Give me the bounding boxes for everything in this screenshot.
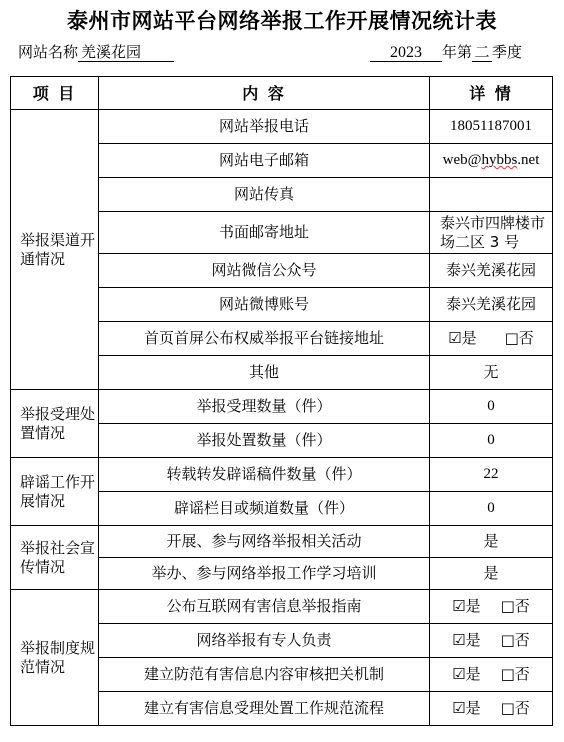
category-publicity: 举报社会宣传情况 bbox=[11, 526, 99, 590]
checkbox-no: □否 bbox=[500, 597, 530, 615]
row-content: 网站举报电话 bbox=[99, 110, 430, 144]
checkbox-no: □否 bbox=[500, 631, 530, 649]
row-checkbox-cell bbox=[430, 692, 553, 726]
row-content: 建立有害信息受理处置工作规范流程 bbox=[99, 692, 430, 726]
checkbox-no: □否 bbox=[504, 329, 534, 347]
season-value: 二 bbox=[472, 44, 492, 62]
row-content: 辟谣栏目或频道数量（件） bbox=[99, 492, 430, 526]
row-detail bbox=[430, 178, 553, 212]
row-detail: 18051187001 bbox=[430, 110, 553, 144]
row-detail-email bbox=[430, 144, 553, 178]
site-name-value: 羌溪花园 bbox=[78, 44, 174, 62]
row-checkbox-cell bbox=[430, 624, 553, 658]
header-item: 项 目 bbox=[11, 77, 99, 110]
period-field bbox=[370, 41, 522, 62]
row-detail: 0 bbox=[430, 424, 553, 458]
checkbox-yes: ☑是 bbox=[452, 665, 481, 683]
row-detail: 0 bbox=[430, 492, 553, 526]
page-title: 泰州市网站平台网络举报工作开展情况统计表 bbox=[67, 9, 497, 33]
row-checkbox-cell bbox=[430, 322, 553, 356]
header-content: 内 容 bbox=[99, 77, 430, 110]
row-content: 开展、参与网络举报相关活动 bbox=[99, 526, 430, 558]
email-prefix: web@ bbox=[442, 152, 482, 168]
row-detail: 是 bbox=[430, 558, 553, 590]
row-detail: 泰兴羌溪花园 bbox=[430, 254, 553, 288]
row-content: 书面邮寄地址 bbox=[99, 212, 430, 254]
row-content: 转载转发辟谣稿件数量（件） bbox=[99, 458, 430, 492]
category-norms: 举报制度规范情况 bbox=[11, 590, 99, 726]
row-content: 网络举报有专人负责 bbox=[99, 624, 430, 658]
row-detail: 泰兴市四牌楼市场二区 3 号 bbox=[430, 212, 553, 254]
season-suffix: 季度 bbox=[492, 43, 523, 61]
row-detail: 泰兴羌溪花园 bbox=[430, 288, 553, 322]
header-detail: 详 情 bbox=[430, 77, 553, 110]
checkbox-yes: ☑是 bbox=[452, 597, 481, 615]
statistics-table bbox=[10, 76, 553, 726]
row-detail: 22 bbox=[430, 458, 553, 492]
checkbox-yes: ☑是 bbox=[452, 699, 481, 717]
table-row bbox=[11, 110, 553, 144]
row-content: 举办、参与网络举报工作学习培训 bbox=[99, 558, 430, 590]
table-header-row bbox=[11, 77, 553, 110]
checkbox-yes: ☑是 bbox=[452, 631, 481, 649]
site-name-field bbox=[18, 41, 174, 62]
category-rumor: 辟谣工作开展情况 bbox=[11, 458, 99, 526]
category-channel: 举报渠道开通情况 bbox=[11, 110, 99, 390]
table-row bbox=[11, 458, 553, 492]
checkbox-no: □否 bbox=[500, 699, 530, 717]
row-checkbox-cell bbox=[430, 590, 553, 624]
checkbox-yes: ☑是 bbox=[448, 329, 477, 347]
row-detail: 是 bbox=[430, 526, 553, 558]
site-name-label: 网站名称 bbox=[18, 43, 79, 61]
row-content: 网站微博账号 bbox=[99, 288, 430, 322]
checkbox-no: □否 bbox=[500, 665, 530, 683]
row-content: 举报处置数量（件） bbox=[99, 424, 430, 458]
row-content: 网站传真 bbox=[99, 178, 430, 212]
year-value: 2023 bbox=[370, 44, 442, 62]
table-row bbox=[11, 590, 553, 624]
row-content: 举报受理数量（件） bbox=[99, 390, 430, 424]
email-suffix: .net bbox=[517, 152, 540, 168]
row-detail: 0 bbox=[430, 390, 553, 424]
category-handling: 举报受理处置情况 bbox=[11, 390, 99, 458]
table-row bbox=[11, 390, 553, 424]
table-row bbox=[11, 526, 553, 558]
row-content: 首页首屏公布权威举报平台链接地址 bbox=[99, 322, 430, 356]
year-suffix: 年第 bbox=[442, 43, 473, 61]
email-domain: hybbs bbox=[481, 152, 518, 168]
row-content: 建立防范有害信息内容审核把关机制 bbox=[99, 658, 430, 692]
row-checkbox-cell bbox=[430, 658, 553, 692]
row-content: 网站微信公众号 bbox=[99, 254, 430, 288]
row-content: 其他 bbox=[99, 356, 430, 390]
row-content: 网站电子邮箱 bbox=[99, 144, 430, 178]
row-content: 公布互联网有害信息举报指南 bbox=[99, 590, 430, 624]
row-detail: 无 bbox=[430, 356, 553, 390]
